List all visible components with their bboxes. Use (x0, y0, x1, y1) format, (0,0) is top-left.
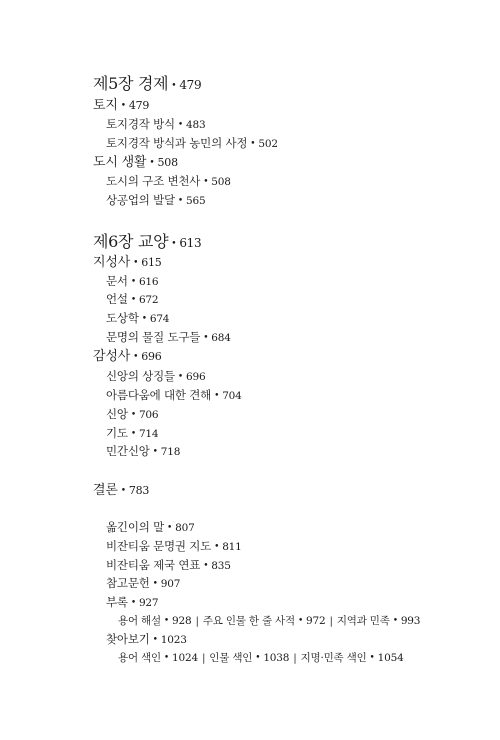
toc-item-title: 언설 (106, 292, 128, 306)
toc-item-title: 옮긴이의 말 (106, 520, 164, 534)
toc-item[interactable] (106, 371, 205, 383)
bullet: • (163, 653, 170, 663)
bullet: • (120, 486, 126, 496)
bullet: • (203, 333, 209, 343)
bullet: • (203, 177, 209, 187)
toc-page-number: 972 (306, 615, 326, 627)
toc-back-matter-item[interactable] (106, 522, 195, 534)
toc-page-number: 1024 (172, 652, 198, 664)
toc-item-title: 문서 (106, 274, 128, 288)
toc-item-title: 민간신앙 (106, 444, 150, 458)
toc-item[interactable] (106, 428, 158, 440)
toc-item[interactable] (106, 332, 231, 344)
bullet: • (255, 653, 261, 663)
bullet: • (167, 523, 173, 533)
bullet: • (120, 101, 126, 111)
toc-item-title: 토지경작 방식과 농민의 사정 (106, 136, 248, 150)
toc-item[interactable] (106, 390, 242, 402)
bullet: • (369, 653, 375, 663)
bullet: • (214, 391, 220, 401)
bullet: • (214, 542, 220, 552)
toc-page-number: 565 (186, 195, 206, 207)
toc-page-number: 706 (138, 409, 159, 421)
toc-chapter-5[interactable] (93, 76, 201, 92)
toc-page-number: 1038 (263, 652, 290, 664)
toc-conclusion[interactable] (93, 484, 149, 497)
toc-chapter-title: 제5장 경제 (93, 74, 169, 93)
bullet: • (392, 616, 398, 626)
toc-section-title: 도시 생활 (93, 155, 147, 170)
toc-item-title: 비잔티움 제국 연표 (106, 558, 201, 572)
toc-page-number: 993 (400, 615, 421, 627)
bullet: • (152, 635, 158, 645)
toc-page-number: 483 (186, 119, 206, 131)
toc-section-title: 결론 (93, 483, 118, 498)
separator: | (195, 615, 199, 627)
toc-item-title: 아름다움에 대한 견해 (106, 388, 212, 402)
toc-page-number: 714 (138, 428, 159, 440)
bullet: • (297, 616, 304, 626)
toc-section-title: 감성사 (93, 349, 131, 364)
toc-item-title: 비잔티움 문명권 지도 (106, 539, 212, 553)
bullet: • (250, 139, 256, 149)
toc-item[interactable] (106, 446, 180, 458)
toc-page-number: 783 (128, 484, 150, 497)
toc-item-title: 기도 (106, 426, 128, 440)
toc-item-title: 참고문헌 (106, 576, 150, 590)
toc-back-matter-item[interactable] (106, 578, 180, 590)
toc-page-number: 907 (160, 578, 181, 590)
toc-page-number: 674 (149, 313, 170, 325)
toc-index-subitems (118, 653, 404, 664)
toc-section[interactable] (93, 350, 162, 363)
bullet: • (130, 598, 136, 608)
toc-page-number: 1023 (160, 634, 187, 646)
toc-subitem-title[interactable]: 용어 색인 (118, 652, 161, 664)
toc-item-title: 부록 (106, 595, 128, 609)
toc-section-title: 지성사 (93, 255, 131, 270)
toc-item-title: 도시의 구조 변천사 (106, 174, 201, 188)
bullet: • (171, 239, 177, 249)
toc-section[interactable] (93, 256, 162, 269)
toc-page-number: 672 (138, 294, 159, 306)
toc-page-number: 613 (179, 236, 202, 250)
toc-page-number: 684 (211, 332, 231, 344)
toc-page-number: 508 (211, 176, 231, 188)
toc-subitem-title[interactable]: 주요 인물 한 줄 사적 (202, 615, 295, 627)
toc-appendix-subitems (118, 616, 420, 627)
toc-item-title: 신앙 (106, 407, 128, 421)
toc-section[interactable] (93, 99, 149, 112)
toc-section-title: 토지 (93, 98, 118, 113)
toc-chapter-title: 제6장 교양 (93, 232, 169, 251)
toc-item-title: 문명의 물질 도구들 (106, 330, 201, 344)
toc-item[interactable] (106, 313, 169, 325)
toc-subitem-title[interactable]: 인물 색인 (209, 652, 253, 664)
toc-chapter-6[interactable] (93, 234, 201, 250)
bullet: • (152, 579, 158, 589)
separator: | (201, 652, 206, 664)
bullet: • (177, 372, 184, 382)
toc-item[interactable] (106, 409, 158, 421)
bullet: • (149, 158, 155, 168)
bullet: • (203, 561, 209, 571)
toc-page-number: 508 (157, 156, 178, 169)
toc-back-matter-item[interactable] (106, 634, 187, 646)
bullet: • (177, 196, 184, 206)
toc-subitem-title[interactable]: 지역과 민족 (336, 615, 390, 627)
bullet: • (130, 429, 136, 439)
toc-page-number: 927 (138, 597, 159, 609)
toc-page-number: 502 (258, 138, 278, 150)
toc-page-number: 615 (141, 256, 162, 269)
toc-page-number: 928 (172, 615, 192, 627)
bullet: • (163, 616, 170, 626)
toc-item-title: 토지경작 방식 (106, 117, 175, 131)
toc-page-number: 696 (141, 350, 162, 363)
toc-page-number: 1054 (377, 652, 404, 664)
toc-item[interactable] (106, 138, 278, 150)
bullet: • (152, 447, 158, 457)
separator: | (329, 615, 333, 627)
toc-section[interactable] (93, 156, 178, 169)
toc-back-matter-item[interactable] (106, 597, 158, 609)
toc-item-title: 신앙의 상징들 (106, 369, 175, 383)
toc-page-number: 807 (175, 522, 195, 534)
toc-item[interactable] (106, 176, 231, 188)
toc-item[interactable] (106, 294, 158, 306)
toc-item-title: 찾아보기 (106, 632, 150, 646)
toc-subitem-title[interactable]: 지명·민족 색인 (300, 652, 367, 664)
toc-item[interactable] (106, 276, 158, 288)
toc-page-number: 696 (186, 371, 206, 383)
bullet: • (171, 81, 177, 91)
bullet: • (130, 295, 136, 305)
separator: | (293, 652, 297, 664)
toc-item-title: 도상학 (106, 311, 139, 325)
bullet: • (133, 352, 139, 362)
toc-item[interactable] (106, 195, 205, 207)
bullet: • (177, 120, 184, 130)
toc-back-matter-item[interactable] (106, 541, 242, 553)
toc-page-number: 718 (160, 446, 181, 458)
toc-back-matter-item[interactable] (106, 560, 231, 572)
bullet: • (130, 277, 136, 287)
bullet: • (130, 410, 136, 420)
toc-page-number: 479 (128, 99, 150, 112)
toc-item[interactable] (106, 119, 205, 131)
bullet: • (141, 314, 147, 324)
bullet: • (133, 258, 139, 268)
toc-page-number: 704 (222, 390, 242, 402)
toc-page-number: 616 (138, 276, 159, 288)
toc-page-number: 811 (222, 541, 242, 553)
toc-subitem-title[interactable]: 용어 해설 (118, 615, 161, 627)
toc-page-number: 479 (179, 78, 202, 92)
toc-page-number: 835 (211, 560, 231, 572)
toc-item-title: 상공업의 발달 (106, 193, 175, 207)
